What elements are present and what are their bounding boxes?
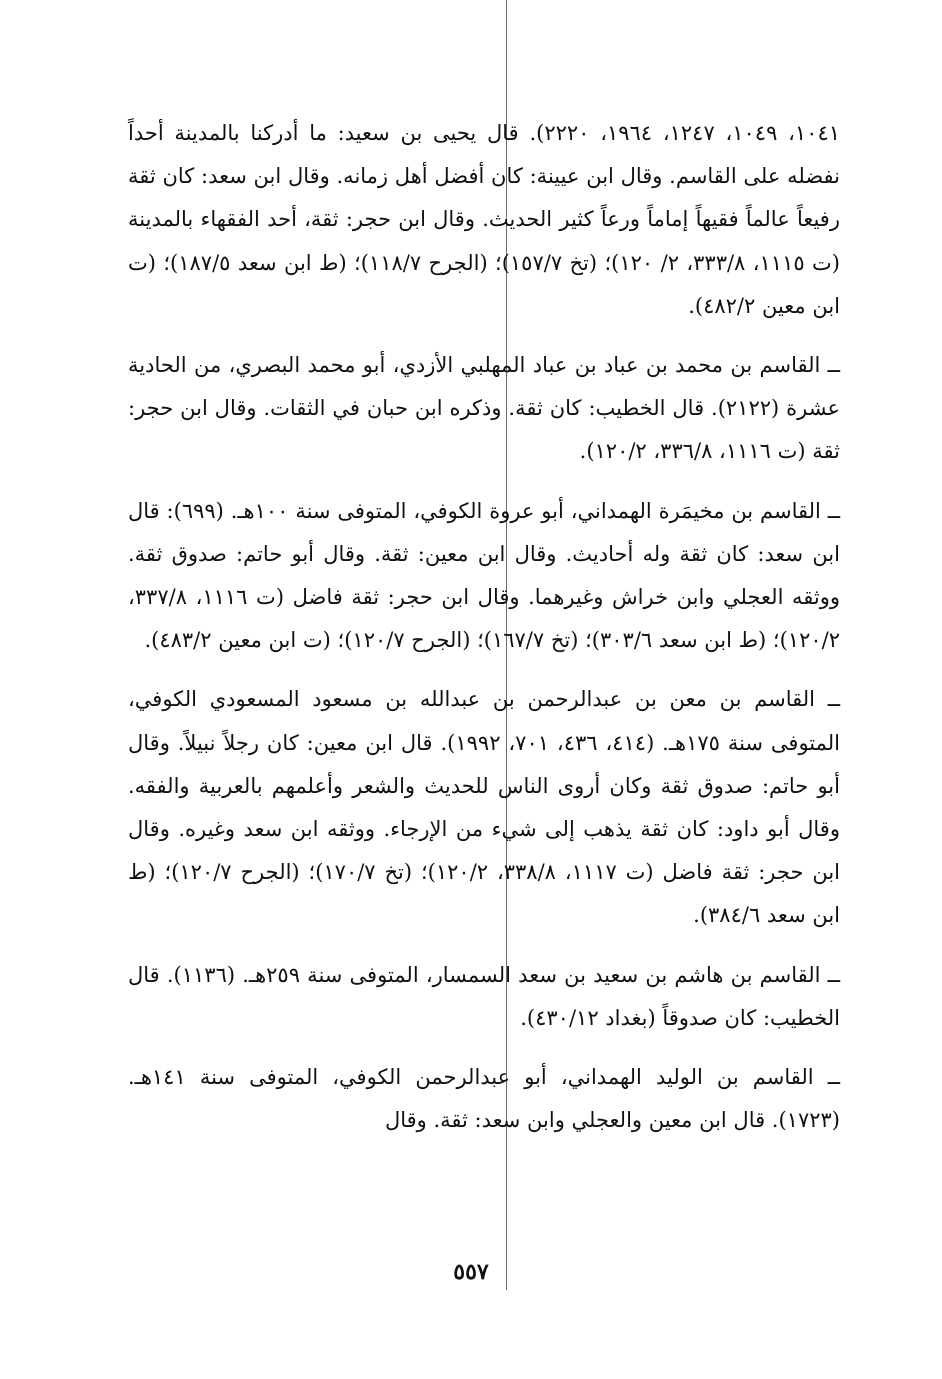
entry-qasim-bin-al-walid: ــ القاسم بن الوليد الهمداني، أبو عبدالرحمن الكوفي، المتوفى سنة ١٤١هـ. (١٧٢٣). قال ابن معين والعجلي وابن سعد: ثقة. وقال [128,1065,840,1133]
entry-qasim-bin-muhammad-bin-abbad: ــ القاسم بن محمد بن عباد بن عباد المهلبي الأزدي، أبو محمد البصري، من الحادية عشرة (٢١٢٢). قال الخطيب: كان ثقة. وذكره ابن حبان في الثقات. وقال ابن حجر: ثقة (ت ١١١٦، ٣٣٦/٨، ١٢٠/٢). [128,353,840,464]
page-number: ٥٥٧ [453,1259,489,1285]
entry-qasim-bin-muhammad-continuation: ١٠٤١، ١٠٤٩، ١٢٤٧، ١٩٦٤، ٢٢٢٠). قال يحيى بن سعيد: ما أدركنا بالمدينة أحداً نفضله على القاسم. وقال ابن عيينة: كان أفضل أهل زمانه. وقال ابن سعد: كان ثقة رفيعاً عالماً فقيهاً إماماً ورعاً كثير الحديث. وقال ابن حجر: ثقة، أحد الفقهاء بالمدينة (ت ١١١٥، ٣٣٣/٨، ٢/ ١٢٠)؛ (تخ ١٥٧/٧)؛ (الجرح ١١٨/٧)؛ (ط ابن سعد ١٨٧/٥)؛ (ت ابن معين ٤٨٢/٢). [128,121,841,318]
entry-qasim-bin-maan: ــ القاسم بن معن بن عبدالرحمن بن عبدالله بن مسعود المسعودي الكوفي، المتوفى سنة ١٧٥هـ. (٤١٤، ٤٣٦، ٧٠١، ١٩٩٢). قال ابن معين: كان رجلاً نبيلاً. وقال أبو حاتم: صدوق ثقة وكان أروى الناس للحديث والشعر وأعلمهم بالعربية والفقه. وقال أبو داود: كان ثقة يذهب إلى شيء من الإرجاء. ووثقه ابن سعد وغيره. وقال ابن حجر: ثقة فاضل (ت ١١١٧، ٣٣٨/٨، ١٢٠/٢)؛ (تخ ١٧٠/٧)؛ (الجرح ١٢٠/٧)؛ (ط ابن سعد ٣٨٤/٦). [128,687,841,928]
entry-qasim-bin-hashim: ــ القاسم بن هاشم بن سعيد بن سعد السمسار، المتوفى سنة ٢٥٩هـ. (١١٣٦). قال الخطيب: كان صدوقاً (بغداد ٤٣٠/١٢). [128,962,840,1030]
entry-qasim-bin-mukhaymira: ــ القاسم بن مخيمَرة الهمداني، أبو عروة الكوفي، المتوفى سنة ١٠٠هـ. (٦٩٩): قال ابن سعد: كان ثقة وله أحاديث. وقال ابن معين: ثقة. وقال أبو حاتم: صدوق ثقة. ووثقه العجلي وابن خراش وغيرهما. وقال ابن حجر: ثقة فاضل (ت ١١١٦، ٣٣٧/٨، ١٢٠/٢)؛ (ط ابن سعد ٣٠٣/٦)؛ (تخ ١٦٧/٧)؛ (الجرح ١٢٠/٧)؛ (ت ابن معين ٤٨٣/٢). [128,498,840,653]
text-body [128,112,840,1142]
